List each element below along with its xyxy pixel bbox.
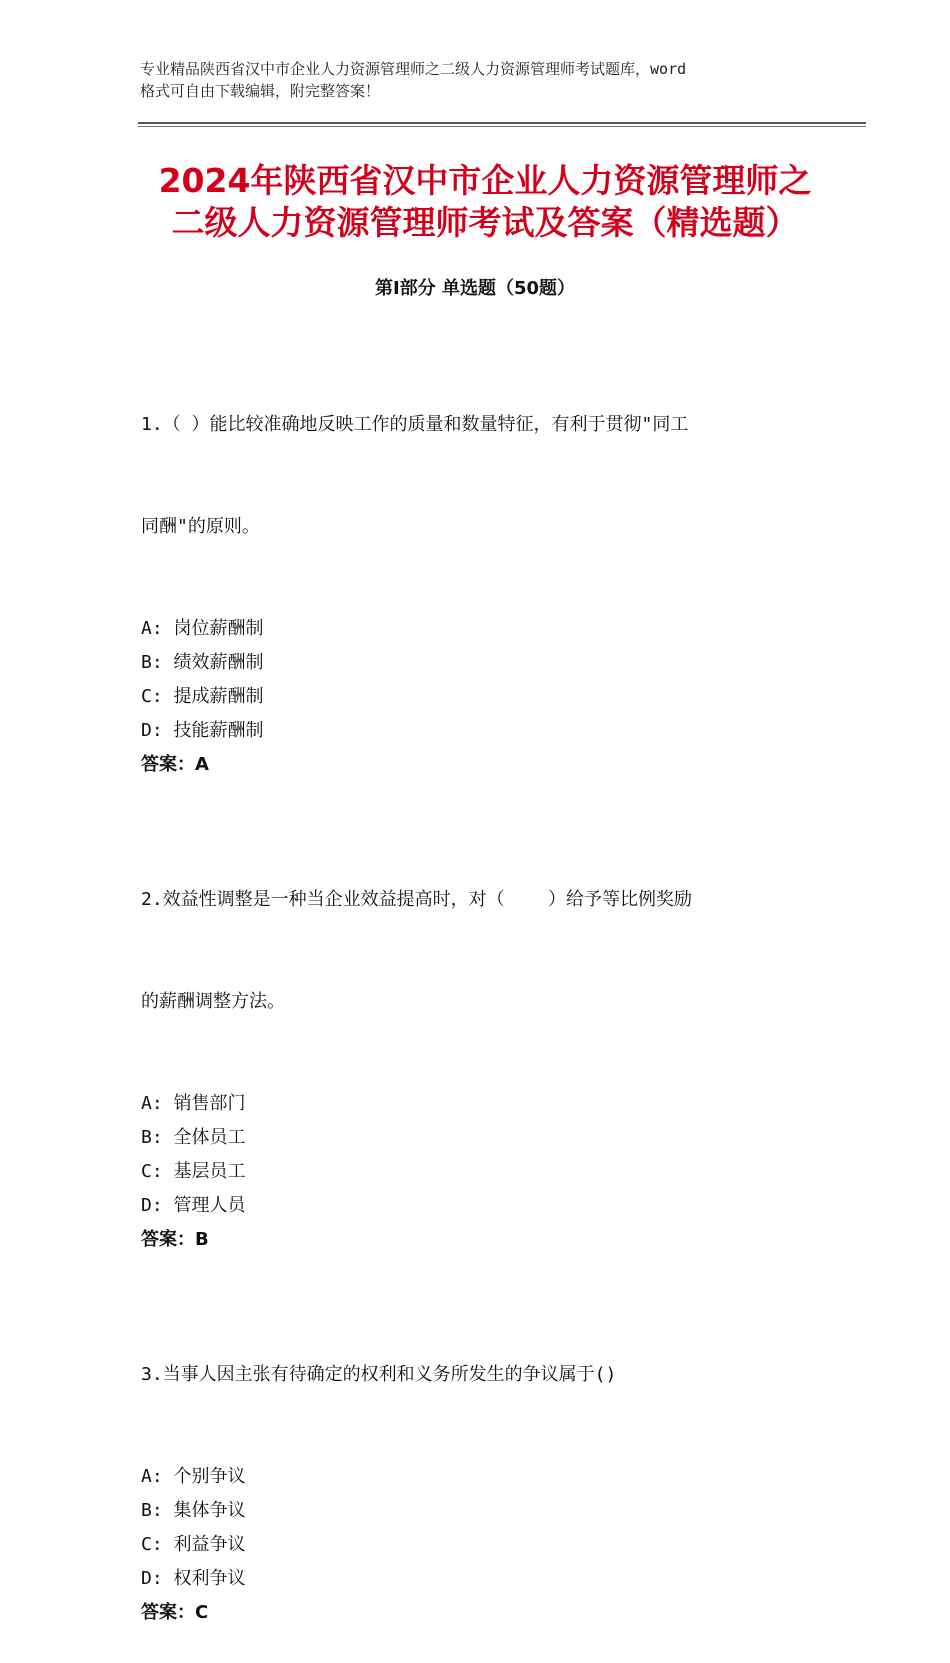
question-text (141, 1290, 821, 1460)
question-text-line-2: 同酬"的原则。 (141, 516, 260, 537)
header-divider-thick (138, 122, 866, 124)
question-text-line-1: 2.效益性调整是一种当企业效益提高时，对（ ）给予等比例奖励 (141, 889, 693, 910)
option-a: A: 销售部门 (141, 1093, 246, 1114)
section-title: 第Ⅰ部分 单选题（50题） (374, 278, 575, 299)
header-note-line-1: 专业精品陕西省汉中市企业人力资源管理师之二级人力资源管理师考试题库，word (140, 60, 687, 78)
option-d: D: 权利争议 (141, 1568, 246, 1589)
option-d: D: 管理人员 (141, 1195, 246, 1216)
question-text (141, 340, 821, 612)
option-b: B: 绩效薪酬制 (141, 652, 264, 673)
document-title (140, 160, 830, 244)
answer-label: 答案：B (141, 1229, 209, 1250)
option-a: A: 个别争议 (141, 1466, 246, 1487)
header-divider-thin (138, 126, 866, 127)
question-1 (141, 340, 821, 782)
option-c: C: 利益争议 (141, 1534, 246, 1555)
option-c: C: 提成薪酬制 (141, 686, 264, 707)
option-d: D: 技能薪酬制 (141, 720, 264, 741)
question-list (141, 340, 821, 1663)
option-b: B: 全体员工 (141, 1127, 246, 1148)
document-title-line-1: 2024年陕西省汉中市企业人力资源管理师之 (158, 161, 812, 200)
option-b: B: 集体争议 (141, 1500, 246, 1521)
document-title-line-2: 二级人力资源管理师考试及答案（精选题） (171, 203, 799, 242)
answer-label: 答案：C (141, 1602, 209, 1623)
question-text (141, 815, 821, 1087)
question-text-line-1: 1.（ ）能比较准确地反映工作的质量和数量特征，有利于贯彻"同工 (141, 414, 689, 435)
header-note (140, 58, 830, 102)
option-a: A: 岗位薪酬制 (141, 618, 264, 639)
question-text-line-1: 3.当事人因主张有待确定的权利和义务所发生的争议属于() (141, 1364, 617, 1385)
answer-label: 答案：A (141, 754, 209, 775)
question-3 (141, 1290, 821, 1630)
option-c: C: 基层员工 (141, 1161, 246, 1182)
question-2 (141, 815, 821, 1257)
question-text-line-2: 的薪酬调整方法。 (141, 991, 285, 1012)
header-note-line-2: 格式可自由下载编辑，附完整答案！ (140, 82, 381, 100)
